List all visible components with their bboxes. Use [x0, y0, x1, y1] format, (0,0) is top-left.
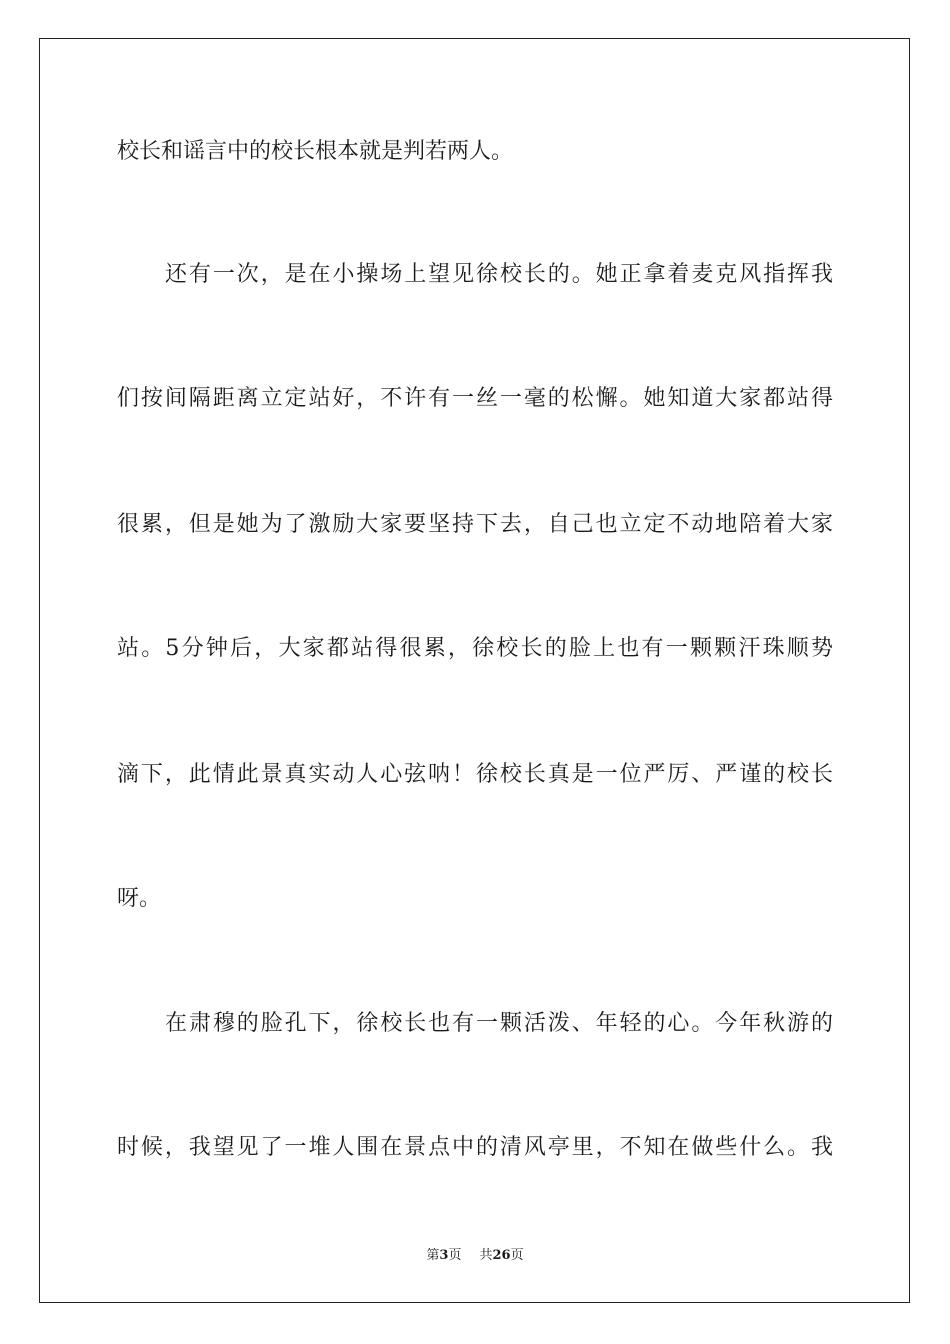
paragraph-line: 时候，我望见了一堆人围在景点中的清风亭里，不知在做些什么。我 [117, 1135, 833, 1160]
footer-total-prefix: 共 [479, 1248, 493, 1263]
paragraph-line: 滴下，此情此景真实动人心弦呐！徐校长真是一位严厉、严谨的校长 [117, 762, 833, 787]
paragraph-line: 很累，但是她为了激励大家要坚持下去，自己也立定不动地陪着大家 [117, 512, 833, 537]
footer-page-number: 3 [439, 1248, 449, 1263]
page-border [39, 38, 910, 1303]
paragraph-line: 校长和谣言中的校长根本就是判若两人。 [117, 139, 514, 164]
paragraph-line: 还有一次，是在小操场上望见徐校长的。她正拿着麦克风指挥我 [165, 262, 833, 287]
paragraph-line: 们按间隔距离立定站好，不许有一丝一毫的松懈。她知道大家都站得 [117, 386, 833, 411]
footer-page-prefix: 第 [426, 1248, 440, 1263]
page-footer [0, 1246, 950, 1266]
paragraph-line: 在肃穆的脸孔下，徐校长也有一颗活泼、年轻的心。今年秋游的 [165, 1011, 833, 1036]
paragraph-line: 站。5分钟后，大家都站得很累，徐校长的脸上也有一颗颗汗珠顺势 [117, 636, 833, 661]
footer-page-suffix: 页 [448, 1248, 462, 1263]
footer-total-suffix: 页 [510, 1248, 524, 1263]
paragraph-line: 呀。 [117, 886, 162, 911]
footer-total-pages: 26 [492, 1248, 511, 1263]
